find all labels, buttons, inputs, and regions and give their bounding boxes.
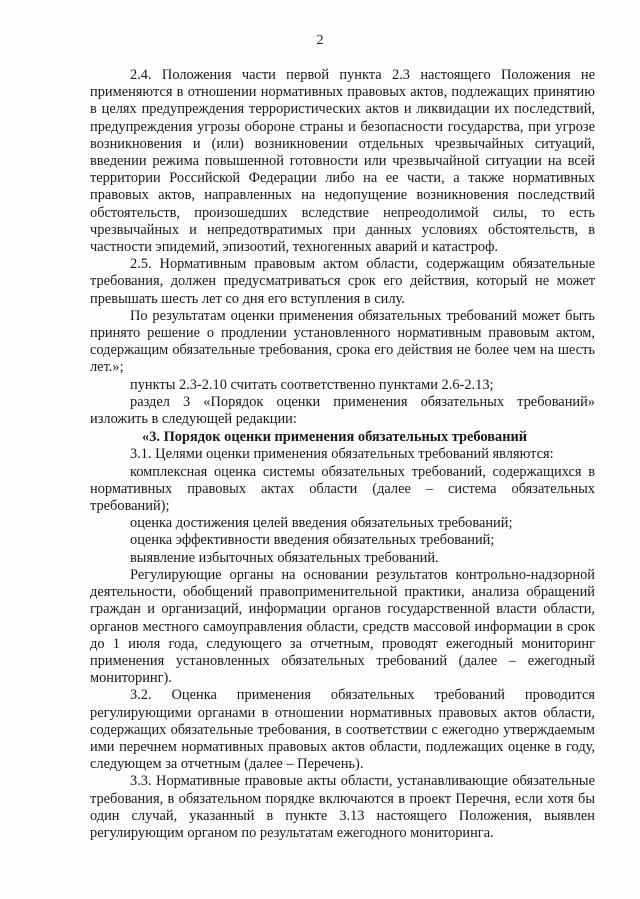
page-number: 2 xyxy=(316,33,324,48)
list-item-goals-assessment: оценка достижения целей введения обязательных требований; xyxy=(130,515,513,532)
list-item-redundancy: выявление избыточных обязательных требований. xyxy=(130,549,439,566)
document-body xyxy=(90,67,595,842)
list-item-efficiency-assessment: оценка эффективности введения обязательных требований; xyxy=(130,532,495,549)
section-heading: «3. Порядок оценки применения обязательных требований xyxy=(142,429,528,446)
paragraph-section-intro: раздел 3 «Порядок оценки применения обязательных требований» изложить в следующей редакции: xyxy=(90,393,595,428)
paragraph-3-2: 3.2. Оценка применения обязательных требований проводится регулирующими органами в отношении нормативных правовых актов области, содержащих обязательные требования, в соответствии с ежегодно утверждаемым ими перечнем нормативных правовых актов области, подлежащих оценке в году, следующем за отчетным (далее – Перечень). xyxy=(90,687,595,773)
paragraph-2-4: 2.4. Положения части первой пункта 2.3 настоящего Положения не применяются в отношении нормативных правовых актов, подлежащих принятию в целях предупреждения террористических актов и ликвидации их последствий, предупреждения угрозы обороне страны и безопасности государства, при угрозе возникновения и (или) возникновении отдельных чрезвычайных ситуаций, введении режима повышенной готовности или чрезвычайной ситуации на всей территории Российской Федерации либо на ее части, а также нормативных правовых актов, направленных на недопущение возникновения последствий обстоятельств, произошедших вследствие непреодолимой силы, то есть чрезвычайных и непредотвратимых при данных условиях обстоятельств, в частности эпидемий, эпизоотий, техногенных аварий и катастроф. xyxy=(90,67,595,256)
list-item-complex-assessment: комплексная оценка системы обязательных требований, содержащихся в нормативных правовых актах области (далее – система обязательных требований); xyxy=(90,463,595,515)
paragraph-3-3: 3.3. Нормативные правовые акты области, устанавливающие обязательные требования, в обязательном порядке включаются в проект Перечня, если хотя бы один случай, указанный в пункте 3.13 настоящего Положения, выявлен регулирующим органом по результатам ежегодного мониторинга. xyxy=(90,773,595,841)
paragraph-2-5: 2.5. Нормативным правовым актом области, содержащим обязательные требования, должен предусматриваться срок его действия, который не может превышать шесть лет со дня его вступления в силу. xyxy=(90,256,595,307)
paragraph-extension: По результатам оценки применения обязательных требований может быть принято решение о продлении установленного нормативным правовым актом, содержащим обязательные требования, срока его действия не более чем на шесть лет.»; xyxy=(90,307,595,376)
paragraph-renumber: пункты 2.3-2.10 считать соответственно пунктами 2.6-2.13; xyxy=(130,376,494,393)
paragraph-3-1: 3.1. Целями оценки применения обязательных требований являются: xyxy=(130,446,554,463)
paragraph-monitoring: Регулирующие органы на основании результатов контрольно-надзорной деятельности, обобщений правоприменительной практики, анализа обращений граждан и организаций, информации органов государственной власти области, органов местного самоуправления области, средств массовой информации в срок до 1 июля года, следующего за отчетным, проводят ежегодный мониторинг применения установленных обязательных требований (далее – ежегодный мониторинг). xyxy=(90,566,595,687)
